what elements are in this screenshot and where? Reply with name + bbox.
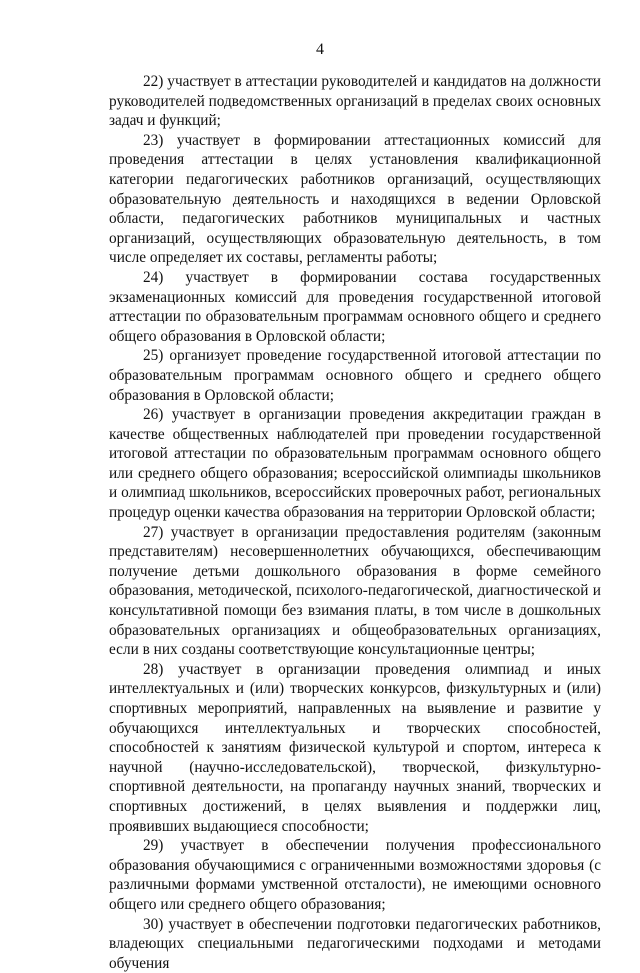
page-number: 4: [316, 41, 324, 58]
paragraph-item-25: 25) организует проведение государственной итоговой аттестации по образовательным программам основного общего и среднего общего образования в Орловской области;: [109, 347, 601, 404]
paragraph-item-22: 22) участвует в аттестации руководителей и кандидатов на должности руководителей подведомственных организаций в пределах своих основных задач и функций;: [109, 73, 601, 130]
document-body: [109, 72, 601, 973]
paragraph-item-23: 23) участвует в формировании аттестационных комиссий для проведения аттестации в целях установления квалификационной категории педагогических работников организаций, осуществляющих образовательную деятельность и находящихся в ведении Орловской области, педагогических работников муниципальных и частных организаций, осуществляющих образовательную деятельность, в том числе определяет их составы, регламенты работы;: [109, 131, 601, 267]
paragraph-item-26: 26) участвует в организации проведения аккредитации граждан в качестве общественных наблюдателей при проведении государственной итоговой аттестации по образовательным программам основного общего или среднего общего образования; всероссийской олимпиады школьников и олимпиад школьников, всероссийских проверочных работ, региональных процедур оценки качества образования на территории Орловской области;: [109, 406, 601, 522]
paragraph-item-27: 27) участвует в организации предоставления родителям (законным представителям) несовершеннолетних обучающихся, обеспечивающим получение детьми дошкольного образования в форме семейного образования, методической, психолого-педагогической, диагностической и консультативной помощи без взимания платы, в том числе в дошкольных образовательных организациях и общеобразовательных организациях, если в них созданы соответствующие консультационные центры;: [109, 523, 601, 659]
paragraph-item-24: 24) участвует в формировании состава государственных экзаменационных комиссий для проведения государственной итоговой аттестации по образовательным программам основного общего и среднего общего образования в Орловской области;: [109, 268, 601, 345]
paragraph-item-29: 29) участвует в обеспечении получения профессионального образования обучающимися с ограниченными возможностями здоровья (с различными формами умственной отсталости), не имеющими основного общего или среднего общего образования;: [109, 837, 601, 913]
paragraph-item-28: 28) участвует в организации проведения олимпиад и иных интеллектуальных и (или) творческих конкурсов, физкультурных и (или) спортивных мероприятий, направленных на выявление и развитие у обучающихся интеллектуальных и творческих способностей, способностей к занятиям физической культурой и спортом, интереса к научной (научно-исследовательской), творческой, физкультурно-спортивной деятельности, на пропаганду научных знаний, творческих и спортивных достижений, в целях выявления и поддержки лиц, проявивших выдающиеся способности;: [109, 660, 601, 835]
paragraph-item-30: 30) участвует в обеспечении подготовки педагогических работников, владеющих специальными педагогическими подходами и методами обучения: [109, 915, 601, 972]
